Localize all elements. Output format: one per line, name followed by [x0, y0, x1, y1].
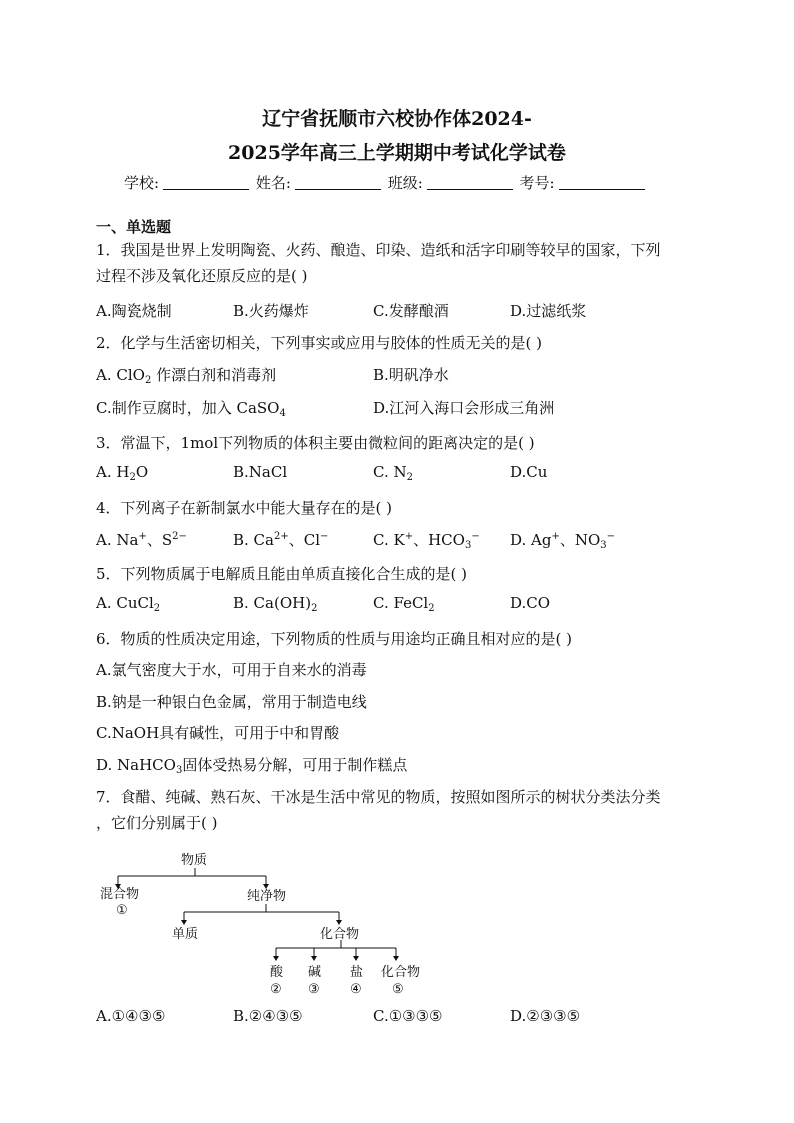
tree-leaf-acid: 酸: [270, 965, 284, 980]
question-5-options: [96, 594, 700, 616]
tree-leaf-base: 碱: [308, 965, 322, 980]
question-4-options: [96, 529, 700, 551]
option-a[interactable]: A.氯气密度大于水，可用于自来水的消毒: [96, 661, 367, 679]
tree-mixture: 混合物: [100, 887, 140, 902]
school-label: 学校:: [124, 174, 160, 192]
question-text: 3．常温下，1mol下列物质的体积主要由微粒间的距离决定的是( ): [96, 434, 535, 452]
question-text: 7．食醋、纯碱、熟石灰、干冰是生活中常见的物质，按照如图所示的树状分类法分类: [96, 788, 661, 806]
class-blank[interactable]: [427, 175, 513, 190]
option-d[interactable]: D.CO: [510, 594, 551, 612]
exam-no-label: 考号:: [519, 174, 555, 192]
tree-leaf-salt: 盐: [350, 965, 364, 980]
tree-leaf-acid-num: ②: [270, 982, 282, 997]
option-b[interactable]: B.明矾净水: [373, 366, 449, 384]
question-2: [96, 330, 700, 356]
tree-pure: 纯净物: [247, 889, 287, 904]
option-d[interactable]: D.②③③⑤: [510, 1007, 581, 1025]
title-line-2: 2025学年高三上学期期中考试化学试卷: [228, 142, 566, 164]
student-info: [124, 172, 647, 193]
classification-tree-diagram: [96, 848, 456, 1008]
option-d[interactable]: D.Cu: [510, 463, 548, 481]
option-b[interactable]: B.②④③⑤: [233, 1007, 303, 1025]
class-label: 班级:: [387, 174, 423, 192]
option-b[interactable]: B. $Ca^{2+}$、Cl−: [233, 531, 329, 549]
option-a[interactable]: A. ClO$_2$ 作漂白剂和消毒剂: [96, 366, 277, 386]
tree-leaf-compound: 化合物: [381, 965, 421, 980]
question-1-options: [96, 300, 700, 322]
question-6-option-c-row: [96, 722, 700, 744]
name-blank[interactable]: [295, 175, 381, 190]
question-6-option-a-row: [96, 659, 700, 681]
option-a[interactable]: A.①④③⑤: [96, 1007, 166, 1025]
question-text: 6．物质的性质决定用途，下列物质的性质与用途均正确且相对应的是( ): [96, 630, 573, 648]
option-c[interactable]: C. K+、$HCO_3^-$: [373, 531, 480, 551]
question-text: 4．下列离子在新制氯水中能大量存在的是( ): [96, 499, 393, 517]
question-3-options: [96, 463, 700, 485]
title-line-1: 辽宁省抚顺市六校协作体2024-: [262, 108, 532, 130]
option-b[interactable]: B. $Ca(OH)_2$: [233, 594, 318, 614]
option-c[interactable]: C. FeCl$_2$: [373, 594, 435, 614]
question-text: ，它们分别属于( ): [96, 814, 218, 832]
question-text: 过程不涉及氧化还原反应的是( ): [96, 267, 308, 285]
question-text: 5．下列物质属于电解质且能由单质直接化合生成的是( ): [96, 565, 468, 583]
tree-mixture-num: ①: [116, 903, 128, 918]
question-text: 1．我国是世界上发明陶瓷、火药、酿造、印染、造纸和活字印刷等较早的国家，下列: [96, 241, 661, 259]
option-c[interactable]: C.发酵酿酒: [373, 302, 449, 320]
tree-leaf-compound-num: ⑤: [392, 982, 404, 997]
option-c[interactable]: C. $N_2$: [373, 463, 413, 483]
question-3: [96, 430, 700, 456]
question-7: [96, 784, 700, 836]
tree-root: 物质: [181, 853, 208, 868]
exam-no-blank[interactable]: [559, 175, 645, 190]
tree-leaf-base-num: ③: [308, 982, 320, 997]
tree-leaf-salt-num: ④: [350, 982, 362, 997]
option-b[interactable]: B.NaCl: [233, 463, 288, 481]
question-5: [96, 561, 700, 587]
option-a[interactable]: A. Na+、$S^{2-}$: [96, 531, 187, 549]
option-b[interactable]: B.火药爆炸: [233, 302, 309, 320]
option-d[interactable]: D.江河入海口会形成三角洲: [373, 399, 555, 417]
option-a[interactable]: A. CuCl$_2$: [96, 594, 161, 614]
name-label: 姓名:: [255, 174, 291, 192]
section-heading: 一、单选题: [96, 218, 172, 236]
question-7-options: [96, 1007, 700, 1029]
option-d[interactable]: D. Ag+、$NO_3^-$: [510, 531, 616, 551]
question-6: [96, 626, 700, 652]
question-4: [96, 495, 700, 521]
option-d[interactable]: D. NaHCO$_3$固体受热易分解，可用于制作糕点: [96, 756, 408, 776]
question-2-options-row-2: [96, 397, 700, 419]
tree-element: 单质: [172, 927, 199, 942]
tree-compound: 化合物: [320, 927, 360, 942]
question-2-options-row-1: [96, 364, 700, 386]
school-blank[interactable]: [163, 175, 249, 190]
question-6-option-d-row: [96, 754, 700, 776]
option-b[interactable]: B.钠是一种银白色金属，常用于制造电线: [96, 693, 367, 711]
option-c[interactable]: C.制作豆腐时，加入 CaSO$_4$: [96, 399, 286, 419]
option-a[interactable]: A. $H_2O$: [96, 463, 149, 483]
option-c[interactable]: C.①③③⑤: [373, 1007, 443, 1025]
option-d[interactable]: D.过滤纸浆: [510, 302, 587, 320]
question-1: [96, 237, 700, 289]
question-6-option-b-row: [96, 691, 700, 713]
option-a[interactable]: A.陶瓷烧制: [96, 302, 172, 320]
question-text: 2．化学与生活密切相关，下列事实或应用与胶体的性质无关的是( ): [96, 334, 543, 352]
option-c[interactable]: C.NaOH具有碱性，可用于中和胃酸: [96, 724, 340, 742]
